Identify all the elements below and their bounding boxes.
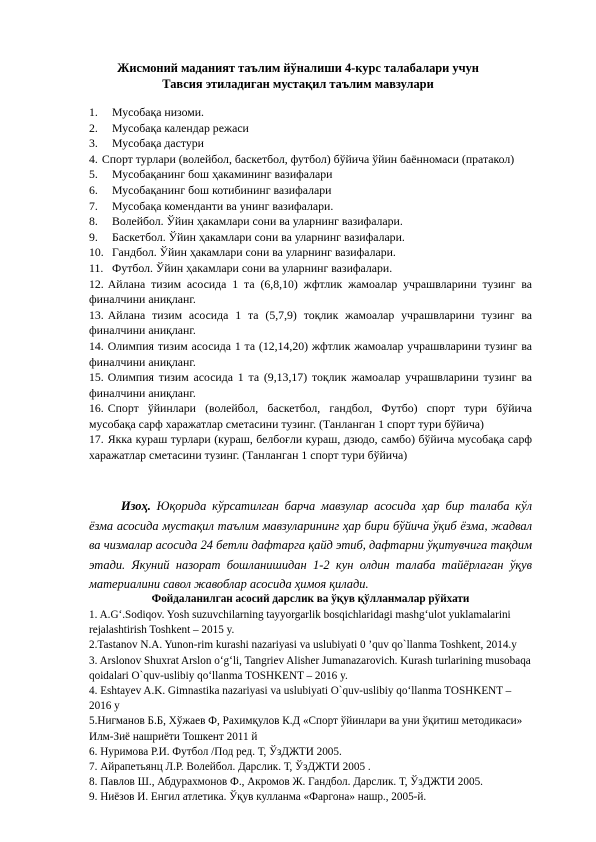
topic-item [89,136,532,152]
topic-number: 5. [89,167,98,182]
topic-text: Спорт турлари (волейбол, баскетбол, футбол) бўйича ўйин баённомаси (пратакол) [101,151,515,166]
topic-text: Футбол. Ўйин ҳакамлари сони ва уларнинг вазифалари. [112,260,393,275]
topic-number: 11. [89,260,104,275]
topic-item [89,277,532,308]
reference-item: 4. Eshtayev A.K. Gimnastika nazariyasi va uslubiyati O`quv-uslibiy qo‘llanma TOSHKENT – 2016 y [89,685,512,713]
topic-number: 6. [89,182,98,197]
topic-text: Волейбол. Ўйин ҳакамлари сони ва уларнинг вазифалари. [112,214,403,229]
topic-number: 14. [89,338,104,353]
topic-text: Мусобақанинг бош ҳакамининг вазифалари [112,167,333,182]
topic-number: 15. [89,370,104,385]
reference-item: 7. Айрапетьянц Л.Р. Волейбол. Дарслик. Т, ЎзДЖТИ 2005 . [89,761,371,774]
topic-number: 8. [89,214,98,229]
topic-text: Олимпия тизим асосида 1 та (9,13,17) тоқлик жамоалар учрашвларини тузинг ва финалчини аниқланг. [89,370,532,400]
topic-number: 16. [89,401,104,416]
topic-number: 2. [89,120,98,135]
topic-number: 4. [89,151,98,166]
topic-number: 1. [89,105,98,119]
topic-item [89,121,532,137]
topic-item [89,230,532,246]
topic-item [89,105,532,121]
references-list [89,608,532,806]
topic-item [89,339,532,370]
reference-item: 2.Tastanov N.A. Yunon-rim kurashi nazariyasi va uslubiyati 0 ’quv qo`llanma Toshkent, 2014.y [89,639,517,652]
topic-item [89,152,532,168]
reference-item: 6. Нуримова Р.И. Футбол /Под ред. Т, ЎзДЖТИ 2005. [89,745,342,758]
topic-text: Спорт ўйинлари (волейбол, баскетбол, гандбол, Футбо) спорт тури бўйича мусобақа сарф харажатлар сметасини тузинг. (Танланган 1 спорт тури бўйича) [89,401,532,431]
topic-text: Мусобақанинг бош котибининг вазифалари [112,182,332,197]
reference-item: 5.Нигманов Б.Б, Хўжаев Ф, Рахимқулов К.Д «Спорт ўйинлари ва уни ўқитиш методикаси» Илм-Зиё нашриёти Тошкент 2011 й [89,715,523,743]
topic-item [89,401,532,432]
reference-item: 8. Павлов Ш., Абдурахмонов Ф., Акромов Ж. Гандбол. Дарслик. Т, ЎзДЖТИ 2005. [89,776,483,789]
topic-text: Мусобақа коменданти ва унинг вазифалари. [112,198,334,213]
topic-item [89,167,532,183]
topic-item [89,261,532,277]
topic-item [89,432,532,463]
topic-text: Олимпия тизим асосида 1 та (12,14,20) жфтлик жамоалар учрашвларини тузинг ва финалчини аниқланг. [89,338,532,369]
topic-number: 12. [89,276,104,291]
topic-item [89,308,532,339]
reference-item: 1. A.G‘.Sodiqov. Yosh suzuvchilarning tayyorgarlik bosqichlaridagi mashg‘ulot yuklamalarini rejalashtirish Toshkent – 2015 y. [89,609,511,637]
topic-text: Гандбол. Ўйин ҳакамлари сони ва уларнинг вазифалари. [112,245,396,260]
topic-text: Айлана тизим асосида 1 та (5,7,9) тоқлик жамоалар учрашвларини тузинг ва финалчини аниқланг. [89,307,532,338]
topic-number: 10. [89,245,104,260]
topics-list [89,105,532,464]
topic-number: 17. [89,432,104,447]
document-title-line1: Жисмоний маданият таълим йўналиши 4-курс талабалари учун [117,61,479,75]
topic-item [89,370,532,401]
topic-number: 13. [89,307,104,322]
topic-text: Мусобақа низоми. [112,105,205,119]
topic-item [89,245,532,261]
note-label: Изоҳ. [121,499,151,513]
topic-text: Баскетбол. Ўйин ҳакамлари сони ва уларнинг вазифалари. [112,229,405,244]
topic-item [89,183,532,199]
topic-number: 9. [89,229,98,244]
topic-item [89,214,532,230]
note-text: Юқорида кўрсатилган барча мавзулар асосида ҳар бир талаба кўл ёзма асосида мустақил таълим мавзуларининг ҳар бири бўйича ўқиб ёзма, жадвал ва чизмалар асосида 24 бетли дафтарга қайд этиб, дафтарни ўқитувчига тақдим этади. Якуний назорат бошланишидан 1-2 кун олдин талаба тайёрлаган ўқув материалини савол жавоблар асосида ҳимоя қилади. [89,499,532,591]
topic-text: Айлана тизим асосида 1 та (6,8,10) жфтлик жамоалар учрашвларини тузинг ва финалчини аниқланг. [89,276,532,307]
topic-text: Якка кураш турлари (кураш, белбоғли кураш, дзюдо, самбо) бўйича мусобақа сарф харажатлар сметасини тузинг. (Танланган 1 спорт тури бўйича) [89,432,532,463]
topic-item [89,199,532,215]
topic-text: Мусобақа дастури [112,136,204,151]
topic-text: Мусобақа календар режаси [112,120,249,135]
reference-item: 3. Arslonov Shuxrat Arslon o‘g‘li, Tangriev Alisher Jumanazarovich. Kurash turlarining musobaqa qoidalari O`quv-uslibiy qo‘llanma TOSHKENT – 2016 y. [89,654,531,682]
topic-number: 3. [89,136,98,151]
note-paragraph [89,497,532,595]
references-title: Фойдаланилган асосий дарслик ва ўқув қўлланмалар рўйхати [151,593,470,605]
topic-number: 7. [89,198,98,213]
document-title-line2: Тавсия этиладиган мустақил таълим мавзулари [162,77,434,91]
reference-item: 9. Ниёзов И. Енгил атлетика. Ўқув кулланма «Фаргона» нашр., 2005-й. [89,791,427,804]
